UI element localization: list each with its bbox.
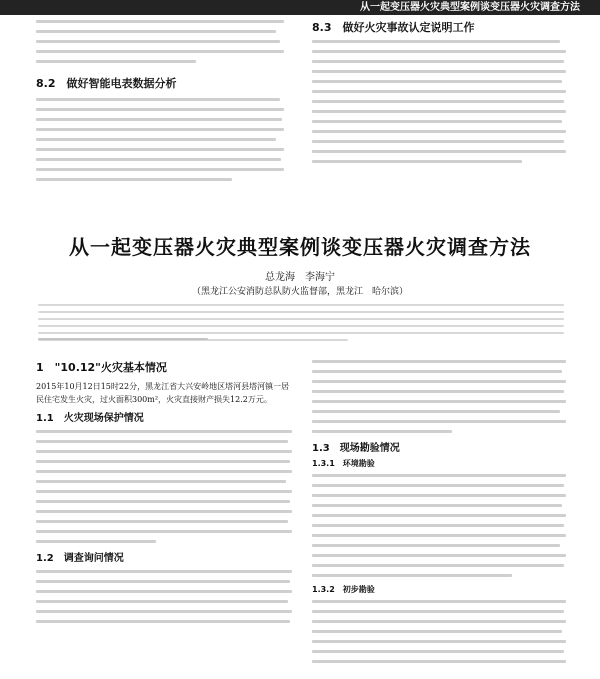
section-8-2-heading: 8.2 做好智能电表数据分析 — [36, 77, 177, 90]
running-header — [0, 0, 600, 15]
upper-right-column — [312, 20, 566, 200]
section-1-3-2-heading: 1.3.2 初步勘验 — [312, 585, 375, 594]
section-8-3-heading: 8.3 做好火灾事故认定说明工作 — [312, 21, 475, 34]
section-1-2-text — [36, 570, 292, 630]
article-title: 从一起变压器火灾典型案例谈变压器火灾调查方法 — [69, 235, 531, 259]
section-1-3-1-text — [312, 474, 566, 584]
section-1-3-2-text — [312, 600, 566, 670]
article-authors: 总龙海 李海宁 — [265, 272, 335, 283]
section-1-1-heading: 1.1 火灾现场保护情况 — [36, 413, 144, 424]
upper-left-column — [36, 20, 284, 200]
running-header-title: 从一起变压器火灾典型案例谈变压器火灾调查方法 — [360, 2, 580, 13]
lower-left-column — [36, 360, 292, 679]
section-1-3-heading: 1.3 现场勘验情况 — [312, 443, 400, 454]
section-1-2-heading: 1.2 调查询问情况 — [36, 553, 124, 564]
keywords-line — [38, 338, 564, 348]
section-1-1-text — [36, 430, 292, 550]
section-1-heading: 1 "10.12"火灾基本情况 — [36, 361, 167, 374]
upper-left-text-block-1 — [36, 20, 284, 70]
lower-right-column — [312, 360, 566, 679]
upper-right-text-block — [312, 40, 566, 170]
article-affiliation: （黑龙江公安消防总队防火监督部，黑龙江 哈尔滨） — [191, 287, 408, 297]
section-1-3-1-heading: 1.3.1 环境勘验 — [312, 459, 375, 468]
intro-paragraph: 2015年10月12日15时22分，黑龙江省大兴安岭地区塔河县塔河镇一居民住宅发生火灾，过火面积300m²，火灾直接财产损失12.2万元。 — [36, 382, 290, 404]
right-continuation-text — [312, 360, 566, 440]
upper-left-text-block-2 — [36, 98, 284, 188]
